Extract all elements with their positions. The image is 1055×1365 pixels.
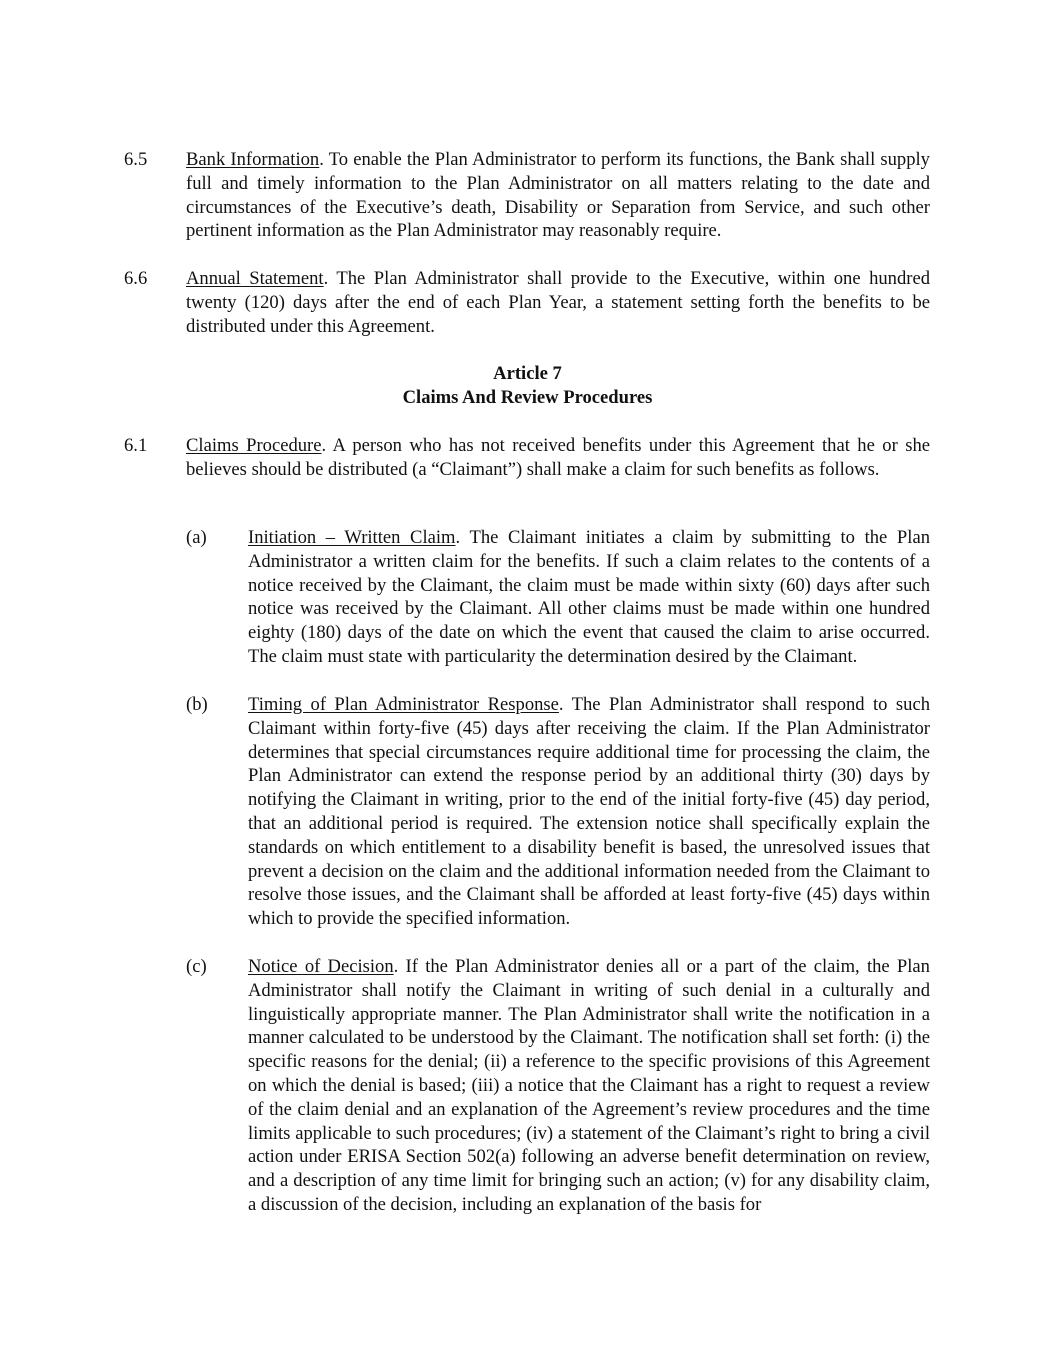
section-claims-procedure (124, 434, 930, 482)
subsection-c (186, 955, 930, 1217)
section-text: . The Plan Administrator shall provide to the Executive, within one hundred twenty (120) days after the end of each Plan Year, a statement setting forth the benefits to be distributed under this Agreement. (186, 268, 930, 337)
section-body (186, 267, 930, 338)
subsection-body (248, 693, 930, 931)
subsection-heading: Timing of Plan Administrator Response (248, 694, 559, 715)
section-number: 6.5 (124, 149, 148, 170)
section-6-6 (124, 267, 930, 338)
section-body (186, 148, 930, 243)
subsection-heading: Initiation – Written Claim (248, 527, 456, 548)
subsection-heading: Notice of Decision (248, 956, 394, 977)
subsection-a (186, 526, 930, 669)
subsection-text: . If the Plan Administrator denies all or a part of the claim, the Plan Administrator shall notify the Claimant in writing of such denial in a culturally and linguistically appropriate manner. The Plan Administrator shall write the notification in a manner calculated to be understood by the Claimant. The notification shall set forth: (i) the specific reasons for the denial; (ii) a reference to the specific provisions of this Agreement on which the denial is based; (iii) a notice that the Claimant has a right to request a review of the claim denial and an explanation of the Agreement’s review procedures and the time limits applicable to such procedures; (iv) a statement of the Claimant’s right to bring a civil action under ERISA Section 502(a) following an adverse benefit determination on review, and a description of any time limit for bringing such an action; (v) for any disability claim, a discussion of the decision, including an explanation of the basis for (248, 956, 930, 1215)
subsection-body (248, 526, 930, 669)
subsection-text: . The Plan Administrator shall respond to such Claimant within forty-five (45) days after receiving the claim. If the Plan Administrator determines that special circumstances require additional time for processing the claim, the Plan Administrator can extend the response period by an additional thirty (30) days by notifying the Claimant in writing, prior to the end of the initial forty-five (45) day period, that an additional period is required. The extension notice shall specifically explain the standards on which entitlement to a disability benefit is based, the unresolved issues that prevent a decision on the claim and the additional information needed from the Claimant to resolve those issues, and the Claimant shall be afforded at least forty-five (45) days within which to provide the specified information. (248, 694, 930, 930)
section-number: 6.6 (124, 268, 148, 289)
section-heading: Claims Procedure (186, 435, 322, 456)
article-title: Article 7 (493, 363, 562, 384)
section-text: . To enable the Plan Administrator to perform its functions, the Bank shall supply full and timely information to the Plan Administrator on all matters relating to the date and circumstances of the Executive’s death, Disability or Separation from Service, and such other pertinent information as the Plan Administrator may reasonably require. (186, 149, 930, 242)
subsection-text: . The Claimant initiates a claim by submitting to the Plan Administrator a written claim for the benefits. If such a claim relates to the contents of a notice received by the Claimant, the claim must be made within sixty (60) days after such notice was received by the Claimant. All other claims must be made within one hundred eighty (180) days of the date on which the event that caused the claim to arise occurred. The claim must state with particularity the determination desired by the Claimant. (248, 527, 930, 667)
subsection-b (186, 693, 930, 931)
article-subtitle: Claims And Review Procedures (402, 387, 653, 408)
subsection-body (248, 955, 930, 1217)
section-6-5 (124, 148, 930, 243)
subsection-label: (b) (186, 694, 208, 715)
section-heading: Bank Information (186, 149, 320, 170)
section-text: . A person who has not received benefits under this Agreement that he or she believes should be distributed (a “Claimant”) shall make a claim for such benefits as follows. (186, 435, 930, 480)
subsection-label: (c) (186, 956, 207, 977)
subsection-label: (a) (186, 527, 207, 548)
section-heading: Annual Statement (186, 268, 324, 289)
section-number: 6.1 (124, 435, 148, 456)
section-body (186, 434, 930, 482)
